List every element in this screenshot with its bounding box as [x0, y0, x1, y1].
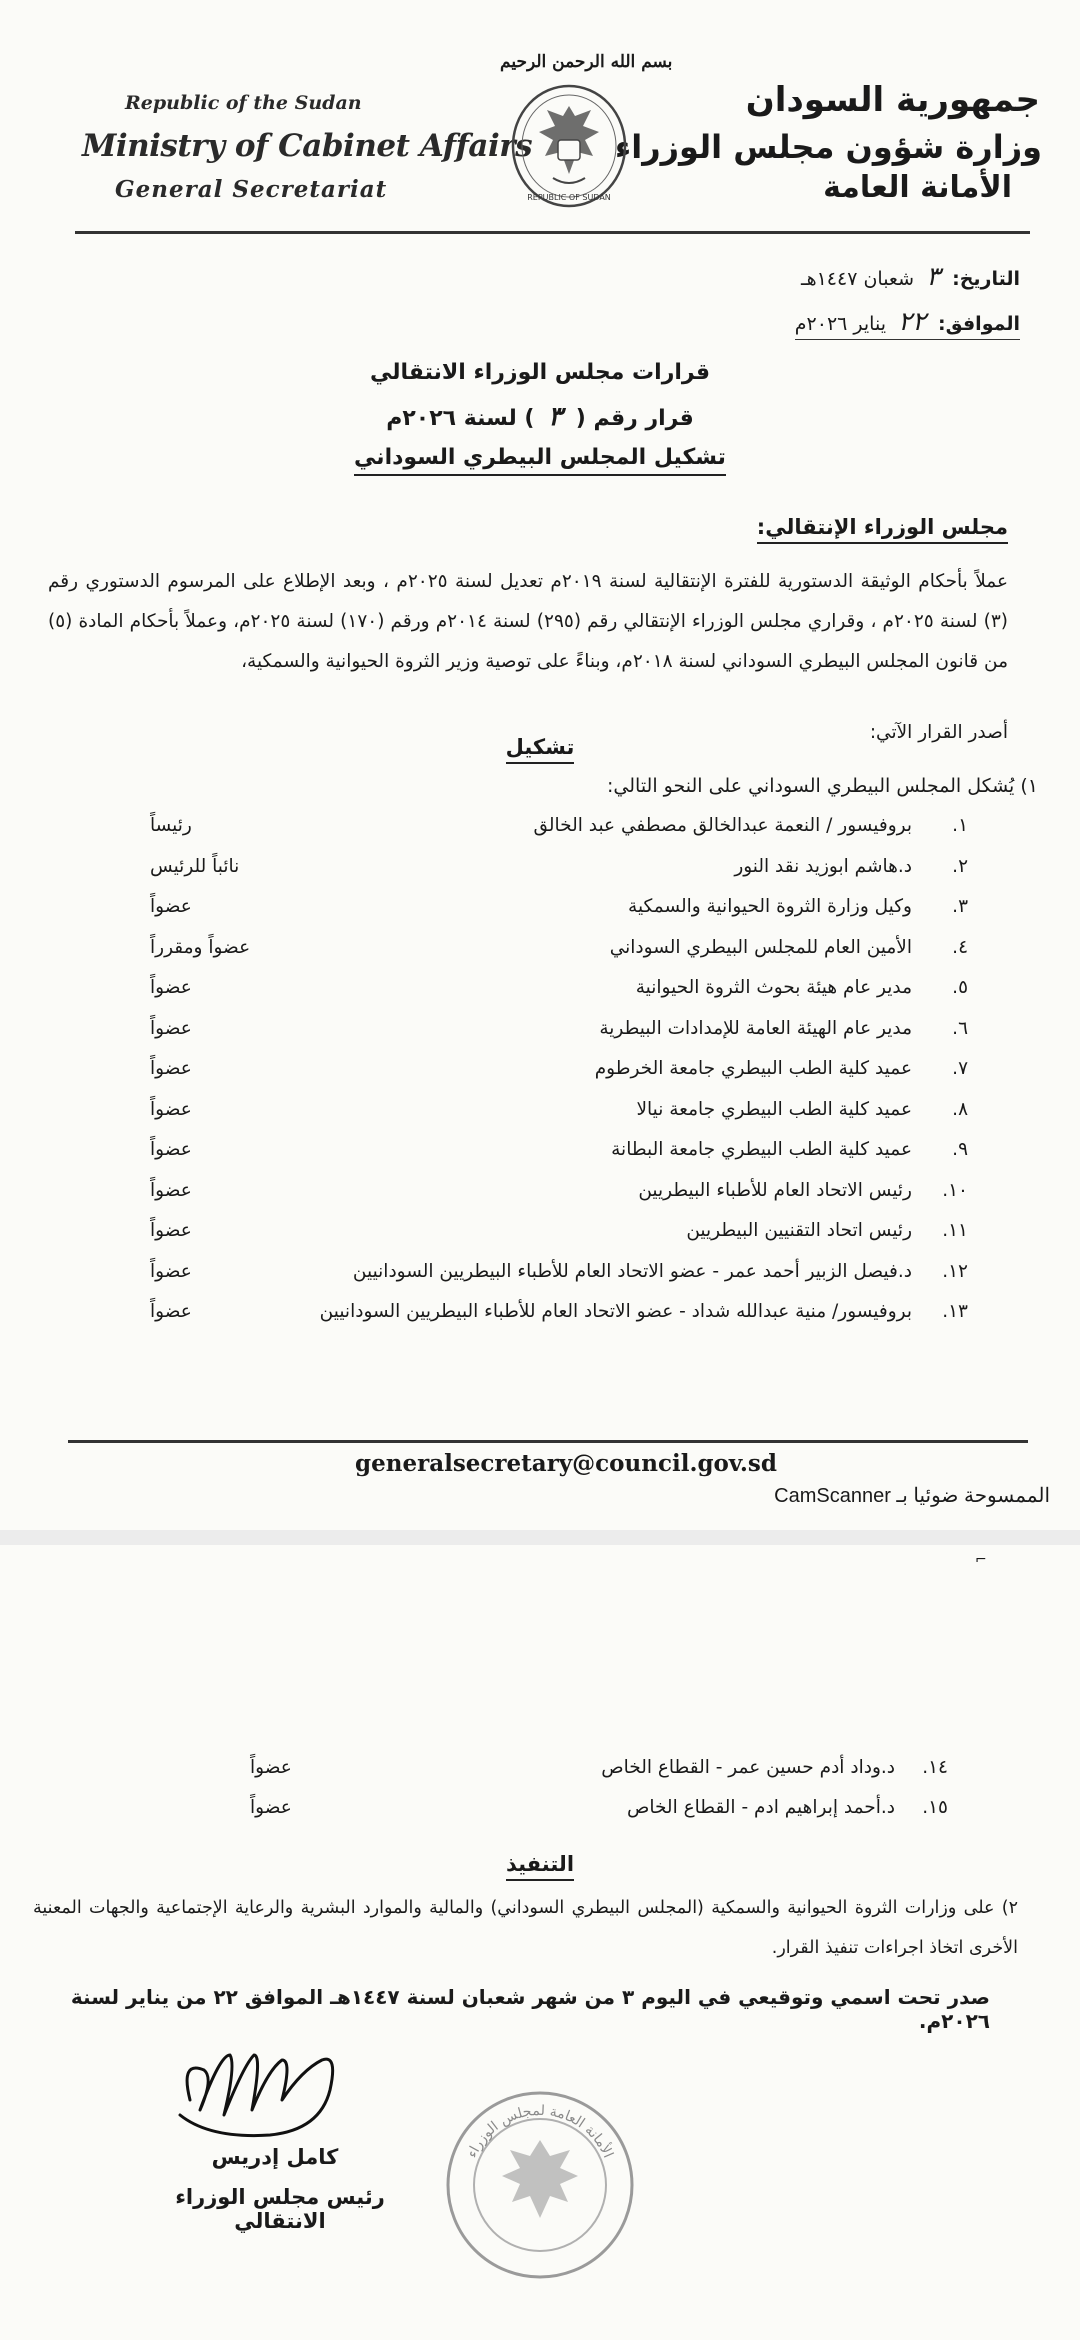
member-role: عضواً [150, 977, 192, 998]
decision-number-value: ٣ [548, 402, 563, 432]
camscanner-watermark: الممسوحة ضوئيا بـ CamScanner [774, 1485, 1050, 1507]
member-name: د.هاشم ابوزيد نقد النور [734, 855, 912, 877]
member-num: ١٢. [942, 1260, 968, 1282]
member-row [0, 1099, 1080, 1139]
member-row [0, 937, 1080, 977]
member-num: ٩. [952, 1139, 968, 1160]
member-num: ٧. [952, 1058, 968, 1079]
member-role: نائباً للرئيس [150, 855, 240, 877]
member-num: ٣. [952, 896, 968, 917]
member-num: ١٤. [922, 1757, 948, 1778]
member-role: عضواً [150, 896, 192, 917]
member-role: عضواً [150, 1220, 192, 1241]
page-mark-icon: ⌐ [975, 1552, 987, 1568]
member-row [0, 1220, 1080, 1260]
date-hijri [801, 262, 1020, 292]
member-row [0, 1261, 1080, 1301]
member-row [0, 1180, 1080, 1220]
date-greg-day: ٢٢ [898, 307, 926, 337]
decision-subject-text: تشكيل المجلس البيطري السوداني [354, 445, 726, 476]
signature-icon [170, 2030, 380, 2160]
member-role: عضواً [150, 1098, 192, 1120]
member-name: مدير عام هيئة بحوث الثروة الحيوانية [635, 977, 912, 998]
member-row [0, 1018, 1080, 1058]
date-greg-label: الموافق: [938, 313, 1020, 335]
official-seal-icon [440, 2085, 640, 2285]
signer-name: كامل إدريس [211, 2145, 339, 2169]
member-role: عضواً [150, 1179, 192, 1201]
member-name: بروفيسور/ منية عبدالله شداد - عضو الاتحاد العام للأطباء البيطريين السودانيين [319, 1301, 912, 1322]
implementation-heading [0, 1852, 1080, 1876]
member-num: ١. [952, 815, 968, 836]
date-hijri-month-year: شعبان ١٤٤٧هـ [801, 268, 915, 290]
member-role: عضواً ومقرراً [150, 936, 251, 958]
decision-number-suffix: ) لسنة ٢٠٢٦م [386, 406, 535, 431]
implementation-heading-text: التنفيذ [506, 1852, 574, 1881]
member-role: رئيساً [150, 815, 192, 836]
sudan-emblem-icon [508, 82, 630, 210]
formation-heading-text: تشكيل [506, 735, 575, 764]
en-republic-label: Republic of the Sudan [125, 92, 362, 114]
date-hijri-day: ٣ [926, 262, 941, 292]
seal-text: الأمانة العامة لمجلس الوزراء [464, 2102, 616, 2161]
member-row [0, 1757, 1080, 1797]
member-role: عضواً [250, 1797, 292, 1818]
member-row [0, 815, 1080, 855]
member-row [0, 1139, 1080, 1179]
member-num: ٤. [952, 936, 968, 958]
member-name: عميد كلية الطب البيطري جامعة الخرطوم [594, 1058, 912, 1079]
date-hijri-label: التاريخ: [952, 268, 1020, 290]
member-role: عضواً [150, 1301, 192, 1322]
decision-subject [0, 445, 1080, 470]
member-num: ١٠. [942, 1179, 968, 1201]
member-row [0, 1058, 1080, 1098]
decision-number [0, 402, 1080, 432]
member-name: رئيس اتحاد التقنيين البيطريين [686, 1220, 912, 1241]
member-role: عضواً [150, 1058, 192, 1079]
formation-heading [0, 735, 1080, 759]
member-num: ٥. [952, 977, 968, 998]
header-divider [75, 231, 1030, 234]
clause-2: ٢) على وزارات الثروة الحيوانية والسمكية (المجلس البيطري السوداني) والمالية والموارد البشرية والرعاية الإجتماعية والجهات المعنية الأخرى اتخاذ اجراءات تنفيذ القرار. [33, 1898, 1018, 1958]
member-name: بروفيسور / النعمة عبدالخالق مصطفي عبد الخالق [533, 815, 912, 836]
signed-statement: صدر تحت اسمي وتوقيعي في اليوم ٣ من شهر شعبان لسنة ١٤٤٧هـ الموافق ٢٢ من يناير لسنة ٢٠٢٦م. [70, 1985, 990, 2033]
member-name: الأمين العام للمجلس البيطري السوداني [609, 936, 912, 958]
basmala: بسم الله الرحمن الرحيم [500, 52, 673, 72]
ar-ministry-label: وزارة شؤون مجلس الوزراء [614, 128, 1042, 166]
member-name: د.فيصل الزبير أحمد عمر - عضو الاتحاد العام للأطباء البيطريين السودانيين [352, 1260, 912, 1282]
signer-title: رئيس مجلس الوزراء الانتقالي [175, 2185, 385, 2233]
member-row [0, 896, 1080, 936]
ar-secretariat-label: الأمانة العامة [823, 170, 1012, 205]
member-num: ٦. [952, 1017, 968, 1039]
member-row [0, 1301, 1080, 1341]
decisions-heading: قرارات مجلس الوزراء الانتقالي [370, 360, 710, 385]
member-role: عضواً [250, 1757, 292, 1778]
member-name: عميد كلية الطب البيطري جامعة نيالا [636, 1098, 912, 1120]
date-greg-month-year: يناير ٢٠٢٦م [794, 313, 886, 335]
member-name: د.أحمد إبراهيم ادم - القطاع الخاص [626, 1797, 895, 1818]
preamble-paragraph: عملاً بأحكام الوثيقة الدستورية للفترة الإنتقالية لسنة ٢٠١٩م تعديل لسنة ٢٠٢٥م ، وبعد الإطلاع على المرسوم الدستوري رقم (٣) لسنة ٢٠٢٥م ، وقراري مجلس الوزراء الإنتقالي رقم (٢٩٥) لسنة ٢٠١٤م ورقم (١٧٠) لسنة ٢٠٢٥م، وعملاً بأحكام المادة (٥) من قانون المجلس البيطري السوداني لسنة ٢٠١٨م، وبناءً على توصية وزير الثروة الحيوانية والسمكية، [48, 571, 1009, 672]
page-separator [0, 1530, 1080, 1545]
decision-number-prefix: قرار رقم ( [575, 406, 694, 431]
council-heading: مجلس الوزراء الإنتقالي: [757, 515, 1008, 544]
member-num: ٨. [952, 1098, 968, 1120]
footer-email: generalsecretary@council.gov.sd [355, 1450, 777, 1477]
member-role: عضواً [150, 1017, 192, 1039]
member-row [0, 1797, 1080, 1837]
member-num: ١١. [942, 1220, 968, 1241]
member-row [0, 856, 1080, 896]
member-name: مدير عام الهيئة العامة للإمدادات البيطرية [599, 1017, 912, 1039]
issued-line: أصدر القرار الآتي: [869, 722, 1008, 743]
ar-republic-label: جمهورية السودان [745, 80, 1040, 120]
en-secretariat-label: General Secretariat [115, 176, 388, 203]
member-name: عميد كلية الطب البيطري جامعة البطانة [611, 1139, 912, 1160]
member-name: د.وداد أدم حسين عمر - القطاع الخاص [601, 1757, 895, 1778]
member-num: ١٥. [922, 1797, 948, 1818]
member-num: ٢. [952, 855, 968, 877]
emblem-caption: REPUBLIC OF SUDAN [527, 193, 611, 202]
footer-divider [68, 1440, 1028, 1443]
member-row [0, 977, 1080, 1017]
member-role: عضواً [150, 1139, 192, 1160]
clause-1: ١) يُشكل المجلس البيطري السوداني على النحو التالي: [607, 775, 1038, 797]
member-role: عضواً [150, 1260, 192, 1282]
member-name: رئيس الاتحاد العام للأطباء البيطريين [638, 1179, 912, 1201]
member-name: وكيل وزارة الثروة الحيوانية والسمكية [628, 896, 912, 917]
member-num: ١٣. [942, 1301, 968, 1322]
date-gregorian [795, 307, 1020, 340]
en-ministry-label: Ministry of Cabinet Affairs [82, 128, 533, 164]
